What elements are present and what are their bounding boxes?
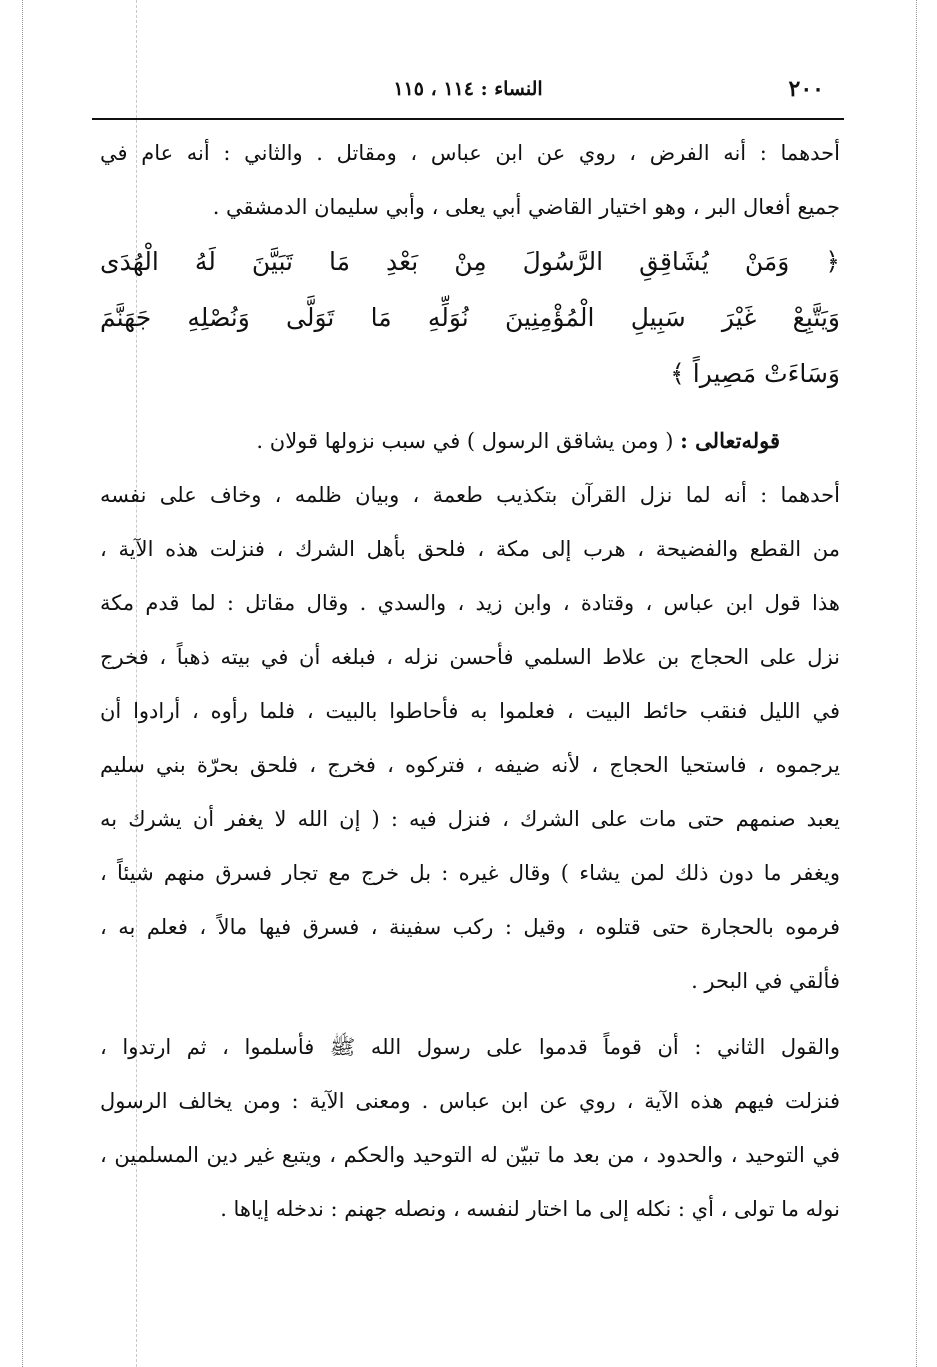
text-line: في التوحيد ، والحدود ، من بعد ما تبيّن له التوحيد والحكم ، ويتبع غير دين المسلمين ،	[100, 1143, 840, 1167]
text-line: فرموه بالحجارة حتى قتلوه ، وقيل : ركب سفينة ، فسرق فيها مالاً ، فعلم به ،	[100, 915, 840, 939]
text-line: جميع أفعال البر ، وهو اختيار القاضي أبي يعلى ، وأبي سليمان الدمشقي .	[212, 195, 840, 219]
text-line: فألقي في البحر .	[691, 969, 840, 993]
scan-margin-line-right	[916, 0, 917, 1367]
text-line: نزل على الحجاج بن علاط السلمي فأحسن نزله ، فبلغه أن في بيته ذهباً ، فخرج	[100, 645, 840, 669]
text-line: نوله ما تولى ، أي : نكله إلى ما اختار لنفسه ، ونصله جهنم : ندخله إياها .	[220, 1197, 840, 1221]
text-line: يرجموه ، فاستحيا الحجاج ، لأنه ضيفه ، فتركوه ، فخرج ، فلحق بحرّة بني سليم	[100, 753, 840, 777]
header-rule	[92, 118, 844, 120]
paragraph-first	[100, 126, 840, 234]
running-title: النساء : ١١٤ ، ١١٥	[393, 78, 543, 100]
text-line: في الليل فنقب حائط البيت ، فعلموا به فأحاطوا بالبيت ، فلما رأوه ، أرادوا أن	[100, 699, 840, 723]
section-heading	[100, 414, 840, 468]
paragraph-third	[100, 1020, 840, 1236]
paragraph-second	[100, 468, 840, 1008]
text-line: يعبد صنمهم حتى مات على الشرك ، فنزل فيه : ( إن الله لا يغفر أن يشرك به	[100, 807, 840, 831]
text-line: والقول الثاني : أن قوماً قدموا على رسول الله ﷺ فأسلموا ، ثم ارتدوا ،	[100, 1035, 840, 1059]
page-header	[96, 76, 840, 112]
text-line: فنزلت فيهم هذه الآية ، روي عن ابن عباس . ومعنى الآية : ومن يخالف الرسول	[100, 1089, 840, 1113]
page-number: ٢٠٠	[788, 76, 824, 102]
section-heading-text: ( ومن يشاقق الرسول ) في سبب نزولها قولان .	[256, 429, 674, 453]
text-line: من القطع والفضيحة ، هرب إلى مكة ، فلحق بأهل الشرك ، فنزلت هذه الآية ،	[100, 537, 840, 561]
text-line: أحدهما : أنه الفرض ، روي عن ابن عباس ، ومقاتل . والثاني : أنه عام في	[100, 141, 840, 165]
text-line: أحدهما : أنه لما نزل القرآن بتكذيب طعمة ، وبيان ظلمه ، وخاف على نفسه	[100, 483, 840, 507]
text-line: ويغفر ما دون ذلك لمن يشاء ) وقال غيره : بل خرج مع تجار فسرق منهم شيئاً ،	[100, 861, 840, 885]
verse-line: وَسَاءَتْ مَصِيراً ﴾	[670, 359, 840, 388]
section-heading-lead: قوله‌تعالى :	[680, 428, 780, 453]
verse-line: ﴿ وَمَنْ يُشَاقِقِ الرَّسُولَ مِنْ بَعْدِ مَا تَبَيَّنَ لَهُ الْهُدَى	[100, 247, 840, 276]
text-line: هذا قول ابن عباس ، وقتادة ، وابن زيد ، والسدي . وقال مقاتل : لما قدم مكة	[100, 591, 840, 615]
quran-verse	[100, 234, 840, 402]
verse-line: وَيَتَّبِعْ غَيْرَ سَبِيلِ الْمُؤْمِنِينَ نُوَلِّهِ مَا تَوَلَّى وَنُصْلِهِ جَهَنَّمَ	[100, 303, 840, 332]
page-body	[100, 126, 840, 1236]
scan-margin-line-left	[22, 0, 23, 1367]
